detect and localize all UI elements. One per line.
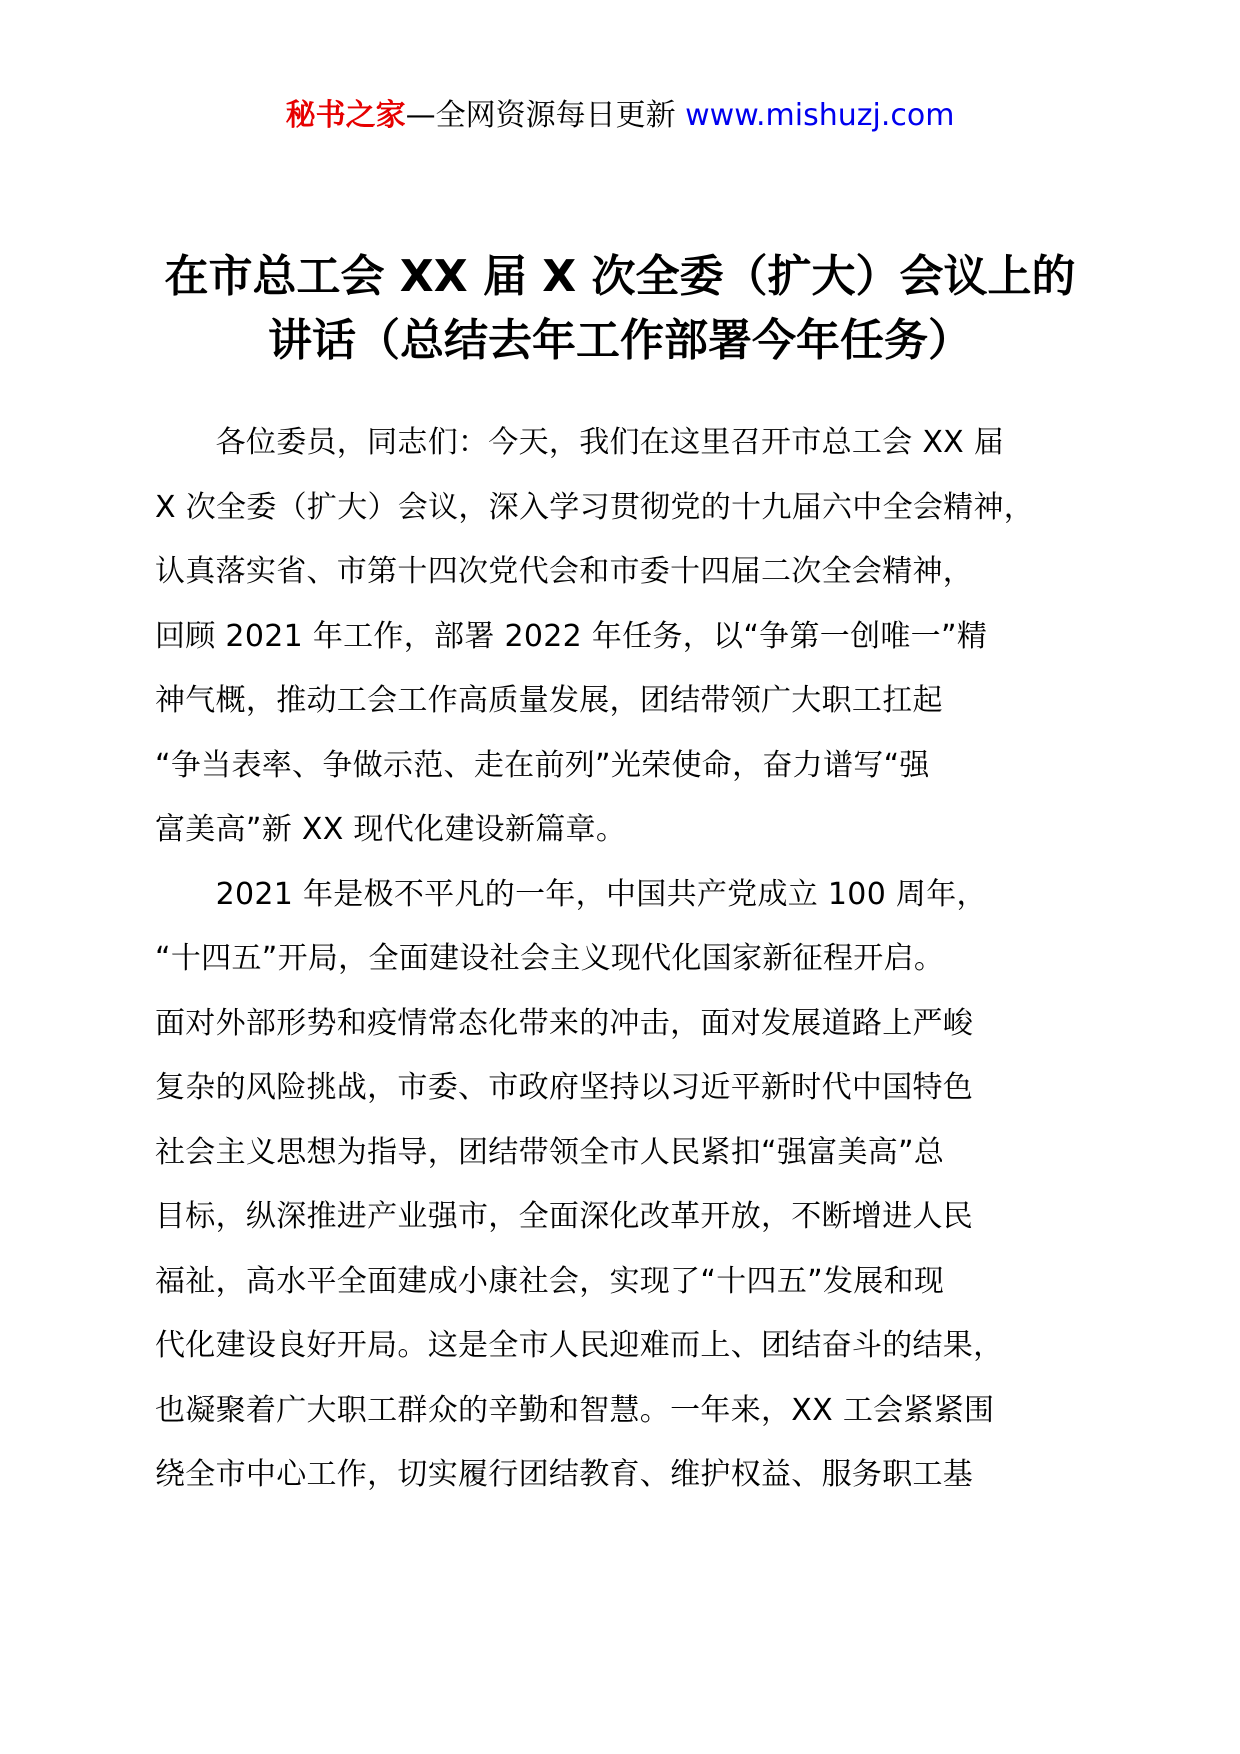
site-brand: 秘书之家 <box>285 98 406 133</box>
text-line: “十四五”开局，全面建设社会主义现代化国家新征程开启。 <box>155 941 945 976</box>
text-line: 目标，纵深推进产业强市，全面深化改革开放，不断增进人民 <box>155 1199 974 1234</box>
text-line: 福祉，高水平全面建成小康社会，实现了“十四五”发展和现 <box>155 1263 945 1299</box>
text-line: 各位委员，同志们：今天，我们在这里召开市总工会 XX 届 <box>155 425 1005 460</box>
text-line: 富美高”新 XX 现代化建设新篇章。 <box>155 812 627 847</box>
text-line: “争当表率、争做示范、走在前列”光荣使命，奋力谱写“强 <box>155 747 930 783</box>
text-line: 复杂的风险挑战，市委、市政府坚持以习近平新时代中国特色 <box>155 1070 974 1105</box>
text-line: 认真落实省、市第十四次党代会和市委十四届二次全会精神， <box>155 554 974 589</box>
document-title <box>100 245 1140 373</box>
text-line: 社会主义思想为指导，团结带领全市人民紧扣“强富美高”总 <box>155 1134 945 1170</box>
text-line: 面对外部形势和疫情常态化带来的冲击，面对发展道路上严峻 <box>155 1005 974 1041</box>
document-body <box>155 411 1090 1508</box>
text-line: 绕全市中心工作，切实履行团结教育、维护权益、服务职工基 <box>155 1457 974 1492</box>
text-line: 也凝聚着广大职工群众的辛勤和智慧。一年来，XX 工会紧紧围 <box>155 1392 995 1428</box>
site-header <box>0 96 1240 136</box>
title-line: 在市总工会 XX 届 X 次全委（扩大）会议上的 <box>164 251 1076 302</box>
text-line: X 次全委（扩大）会议，深入学习贯彻党的十九届六中全会精神， <box>155 489 1035 525</box>
text-line: 神气概，推动工会工作高质量发展，团结带领广大职工扛起 <box>155 683 943 718</box>
text-line: 2021 年是极不平凡的一年，中国共产党成立 100 周年， <box>155 876 987 912</box>
site-url-link[interactable]: www.mishuzj.com <box>685 98 955 133</box>
paragraph-opening <box>155 411 1090 863</box>
text-line: 回顾 2021 年工作，部署 2022 年任务，以“争第一创唯一”精 <box>155 618 988 654</box>
paragraph-review <box>155 863 1090 1508</box>
site-tagline: —全网资源每日更新 <box>405 98 676 133</box>
title-line: 讲话（总结去年工作部署今年任务） <box>268 315 972 366</box>
text-line: 代化建设良好开局。这是全市人民迎难而上、团结奋斗的结果， <box>155 1328 1004 1363</box>
